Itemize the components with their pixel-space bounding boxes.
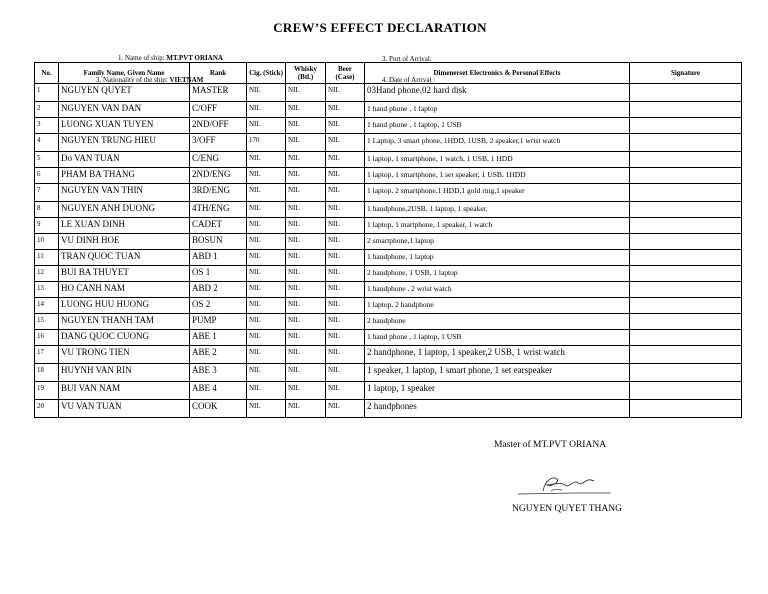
crew-cig: NIL (247, 400, 286, 418)
nationality-label: 3. Nationality of the ship: (96, 76, 168, 84)
nationality-value: VIETNAM (169, 76, 204, 84)
crew-effects: 1 laptop, 1 speaker (365, 382, 630, 400)
crew-no: 13 (35, 282, 59, 298)
crew-whisky: NIL (286, 168, 326, 184)
crew-effects: 1 laptop, 1 smartphone, 1 set speaker, 1 USB, 1HDD (365, 168, 630, 184)
crew-cig: NIL (247, 184, 286, 202)
crew-signature (630, 298, 742, 314)
crew-whisky: NIL (286, 364, 326, 382)
crew-cig: NIL (247, 330, 286, 346)
crew-rank: ABE 4 (190, 382, 247, 400)
table-row (35, 250, 742, 266)
crew-cig: NIL (247, 152, 286, 168)
crew-name: PHAM BA THANG (59, 168, 190, 184)
crew-no: 8 (35, 202, 59, 218)
crew-beer: NIL (326, 84, 365, 102)
crew-no: 9 (35, 218, 59, 234)
crew-signature (630, 266, 742, 282)
table-row (35, 298, 742, 314)
crew-name: HO CANH NAM (59, 282, 190, 298)
crew-whisky: NIL (286, 134, 326, 152)
crew-whisky: NIL (286, 84, 326, 102)
table-row (35, 330, 742, 346)
crew-beer: NIL (326, 382, 365, 400)
crew-name: Do VAN TUAN (59, 152, 190, 168)
crew-effects: 2 handphone (365, 314, 630, 330)
crew-whisky: NIL (286, 250, 326, 266)
crew-beer: NIL (326, 330, 365, 346)
crew-beer: NIL (326, 168, 365, 184)
crew-signature (630, 382, 742, 400)
crew-rank: 2ND/OFF (190, 118, 247, 134)
crew-name: LUONG HUU HUONG (59, 298, 190, 314)
crew-effects: 1 speaker, 1 laptop, 1 smart phone, 1 set earspeaker (365, 364, 630, 382)
crew-whisky: NIL (286, 298, 326, 314)
crew-whisky: NIL (286, 234, 326, 250)
crew-rank: C/ENG (190, 152, 247, 168)
crew-signature (630, 134, 742, 152)
crew-beer: NIL (326, 364, 365, 382)
crew-effects: 03Hand phone,02 hard disk (365, 84, 630, 102)
crew-whisky: NIL (286, 400, 326, 418)
crew-beer: NIL (326, 298, 365, 314)
crew-rank: 2ND/ENG (190, 168, 247, 184)
crew-signature (630, 234, 742, 250)
table-row (35, 266, 742, 282)
crew-no: 2 (35, 102, 59, 118)
crew-cig: NIL (247, 382, 286, 400)
crew-beer: NIL (326, 202, 365, 218)
header-effects: Dimenerset Electronics & Personal Effects (365, 63, 630, 84)
header-beer: Beer (Case) (326, 63, 365, 84)
crew-name: NGUYEN THANH TAM (59, 314, 190, 330)
crew-beer: NIL (326, 250, 365, 266)
crew-rank: CADET (190, 218, 247, 234)
header-signature: Signature (630, 63, 742, 84)
crew-whisky: NIL (286, 218, 326, 234)
crew-rank: ABE 1 (190, 330, 247, 346)
crew-name: VU VAN TUAN (59, 400, 190, 418)
crew-beer: NIL (326, 118, 365, 134)
table-row (35, 382, 742, 400)
table-row (35, 152, 742, 168)
crew-beer: NIL (326, 234, 365, 250)
table-row (35, 314, 742, 330)
crew-rank: OS 1 (190, 266, 247, 282)
table-row (35, 234, 742, 250)
crew-no: 10 (35, 234, 59, 250)
crew-no: 16 (35, 330, 59, 346)
date-of-arrival-label: 4. Date of Arrival : (382, 76, 436, 84)
crew-whisky: NIL (286, 382, 326, 400)
crew-cig: NIL (247, 118, 286, 134)
crew-cig: NIL (247, 298, 286, 314)
table-row (35, 118, 742, 134)
crew-cig: NIL (247, 202, 286, 218)
crew-effects: 1 handphone , 2 wrist watch (365, 282, 630, 298)
crew-name: NGUYEN TRUNG HIEU (59, 134, 190, 152)
crew-cig: NIL (247, 364, 286, 382)
crew-no: 4 (35, 134, 59, 152)
crew-no: 7 (35, 184, 59, 202)
crew-rank: C/OFF (190, 102, 247, 118)
crew-rank: 3RD/ENG (190, 184, 247, 202)
crew-signature (630, 250, 742, 266)
crew-name: NGUYEN VAN THIN (59, 184, 190, 202)
crew-name: VU DINH HOE (59, 234, 190, 250)
table-row (35, 84, 742, 102)
crew-no: 17 (35, 346, 59, 364)
crew-name: NGUYEN VAN DAN (59, 102, 190, 118)
crew-no: 12 (35, 266, 59, 282)
table-row (35, 134, 742, 152)
table-row (35, 202, 742, 218)
table-row (35, 102, 742, 118)
crew-beer: NIL (326, 400, 365, 418)
crew-whisky: NIL (286, 330, 326, 346)
crew-signature (630, 314, 742, 330)
crew-cig: NIL (247, 218, 286, 234)
crew-name: NGUYEN ANH DUONG (59, 202, 190, 218)
crew-effects: 1 laptop, 2 smartphone,1 HDD,1 gold ring,1 speaker (365, 184, 630, 202)
crew-no: 19 (35, 382, 59, 400)
crew-rank: OS 2 (190, 298, 247, 314)
crew-effects: 1 hand phone , 1 laptop, 1 USB (365, 118, 630, 134)
crew-cig: NIL (247, 314, 286, 330)
crew-beer: NIL (326, 152, 365, 168)
crew-effects-table (34, 62, 742, 418)
crew-name: BUI VAN NAM (59, 382, 190, 400)
crew-cig: NIL (247, 282, 286, 298)
crew-cig: NIL (247, 266, 286, 282)
crew-rank: ABD 2 (190, 282, 247, 298)
crew-name: LE XUAN DINH (59, 218, 190, 234)
crew-rank: PUMP (190, 314, 247, 330)
crew-beer: NIL (326, 346, 365, 364)
crew-effects: 2 handphone, 1 laptop, 1 speaker,2 USB, 1 wrist watch (365, 346, 630, 364)
crew-beer: NIL (326, 184, 365, 202)
crew-effects: 1 laptop, 1 martphone, 1 speaker, 1 watch (365, 218, 630, 234)
crew-effects: 1 laptop, 2 handphone (365, 298, 630, 314)
crew-effects: 2 smartphone,1 laptop (365, 234, 630, 250)
crew-no: 11 (35, 250, 59, 266)
crew-effects: 1 handphone,2USB, 1 laptop, 1 speaker. (365, 202, 630, 218)
crew-effects: 1 hand phone , 1 laptop, 1 USB (365, 330, 630, 346)
crew-no: 1 (35, 84, 59, 102)
table-row (35, 282, 742, 298)
crew-whisky: NIL (286, 184, 326, 202)
crew-no: 6 (35, 168, 59, 184)
crew-rank: MASTER (190, 84, 247, 102)
crew-effects: 1 laptop, 1 smartphone, 1 watch, 1 USB, 1 HDD (365, 152, 630, 168)
crew-beer: NIL (326, 218, 365, 234)
page-title: CREW’S EFFECT DECLARATION (273, 20, 487, 35)
master-label: Master of MT.PVT ORIANA (494, 440, 607, 450)
header-whisky: Whisky (Btl.) (286, 63, 326, 84)
header-rank: Rank (190, 63, 247, 84)
header-cig: Cig. (Stick) (247, 63, 286, 84)
crew-beer: NIL (326, 314, 365, 330)
table-row (35, 184, 742, 202)
crew-whisky: NIL (286, 266, 326, 282)
crew-signature (630, 102, 742, 118)
crew-cig: NIL (247, 102, 286, 118)
crew-effects: 2 handphone, 1 USB, 1 laptop (365, 266, 630, 282)
ship-name-value: MT.PVT ORIANA (166, 54, 223, 62)
crew-signature (630, 202, 742, 218)
crew-rank: ABE 2 (190, 346, 247, 364)
crew-signature (630, 84, 742, 102)
ship-name-label: 1. Name of ship: (118, 54, 165, 62)
crew-name: LUONG XUAN TUYEN (59, 118, 190, 134)
crew-name: TRAN QUOC TUAN (59, 250, 190, 266)
crew-effects: 1 Laptop, 3 smart phone, 1HDD, 1USB, 2 speaker,1 wrist watch (365, 134, 630, 152)
table-row (35, 346, 742, 364)
crew-whisky: NIL (286, 118, 326, 134)
crew-no: 14 (35, 298, 59, 314)
crew-cig: 170 (247, 134, 286, 152)
crew-signature (630, 400, 742, 418)
crew-whisky: NIL (286, 202, 326, 218)
crew-whisky: NIL (286, 102, 326, 118)
crew-rank: 3/OFF (190, 134, 247, 152)
crew-effects: 2 handphones (365, 400, 630, 418)
crew-beer: NIL (326, 266, 365, 282)
crew-rank: COOK (190, 400, 247, 418)
crew-signature (630, 282, 742, 298)
crew-whisky: NIL (286, 282, 326, 298)
crew-whisky: NIL (286, 346, 326, 364)
crew-cig: NIL (247, 250, 286, 266)
crew-rank: 4TH/ENG (190, 202, 247, 218)
crew-effects: 1 handphone, 1 laptop (365, 250, 630, 266)
crew-whisky: NIL (286, 314, 326, 330)
crew-no: 3 (35, 118, 59, 134)
master-signature (515, 470, 615, 500)
crew-no: 20 (35, 400, 59, 418)
port-of-arrival-label: 3. Port of Arrival: (382, 55, 432, 63)
crew-cig: NIL (247, 346, 286, 364)
crew-rank: ABE 3 (190, 364, 247, 382)
header-no: No. (35, 63, 59, 84)
crew-no: 5 (35, 152, 59, 168)
crew-beer: NIL (326, 134, 365, 152)
table-row (35, 218, 742, 234)
crew-rank: ABD 1 (190, 250, 247, 266)
crew-signature (630, 168, 742, 184)
crew-signature (630, 364, 742, 382)
crew-name: VU TRONG TIEN (59, 346, 190, 364)
crew-cig: NIL (247, 84, 286, 102)
crew-beer: NIL (326, 282, 365, 298)
ship-name-line (118, 54, 223, 62)
crew-name: HUYNH VAN RIN (59, 364, 190, 382)
crew-signature (630, 118, 742, 134)
crew-signature (630, 346, 742, 364)
crew-name: DANG QUOC CUONG (59, 330, 190, 346)
crew-cig: NIL (247, 234, 286, 250)
crew-effects: 1 hand phone , 1 laptop (365, 102, 630, 118)
table-row (35, 168, 742, 184)
crew-rank: BOSUN (190, 234, 247, 250)
crew-signature (630, 152, 742, 168)
table-header-row (35, 63, 742, 84)
crew-signature (630, 184, 742, 202)
table-row (35, 400, 742, 418)
crew-table-body (35, 84, 742, 418)
crew-signature (630, 218, 742, 234)
crew-whisky: NIL (286, 152, 326, 168)
table-row (35, 364, 742, 382)
crew-no: 15 (35, 314, 59, 330)
signer-name: NGUYEN QUYET THANG (512, 504, 622, 514)
crew-name: NGUYEN QUYET (59, 84, 190, 102)
crew-signature (630, 330, 742, 346)
crew-no: 18 (35, 364, 59, 382)
crew-cig: NIL (247, 168, 286, 184)
crew-name: BUI BA THUYET (59, 266, 190, 282)
crew-beer: NIL (326, 102, 365, 118)
header-name: Family Name, Given Name (59, 63, 190, 84)
